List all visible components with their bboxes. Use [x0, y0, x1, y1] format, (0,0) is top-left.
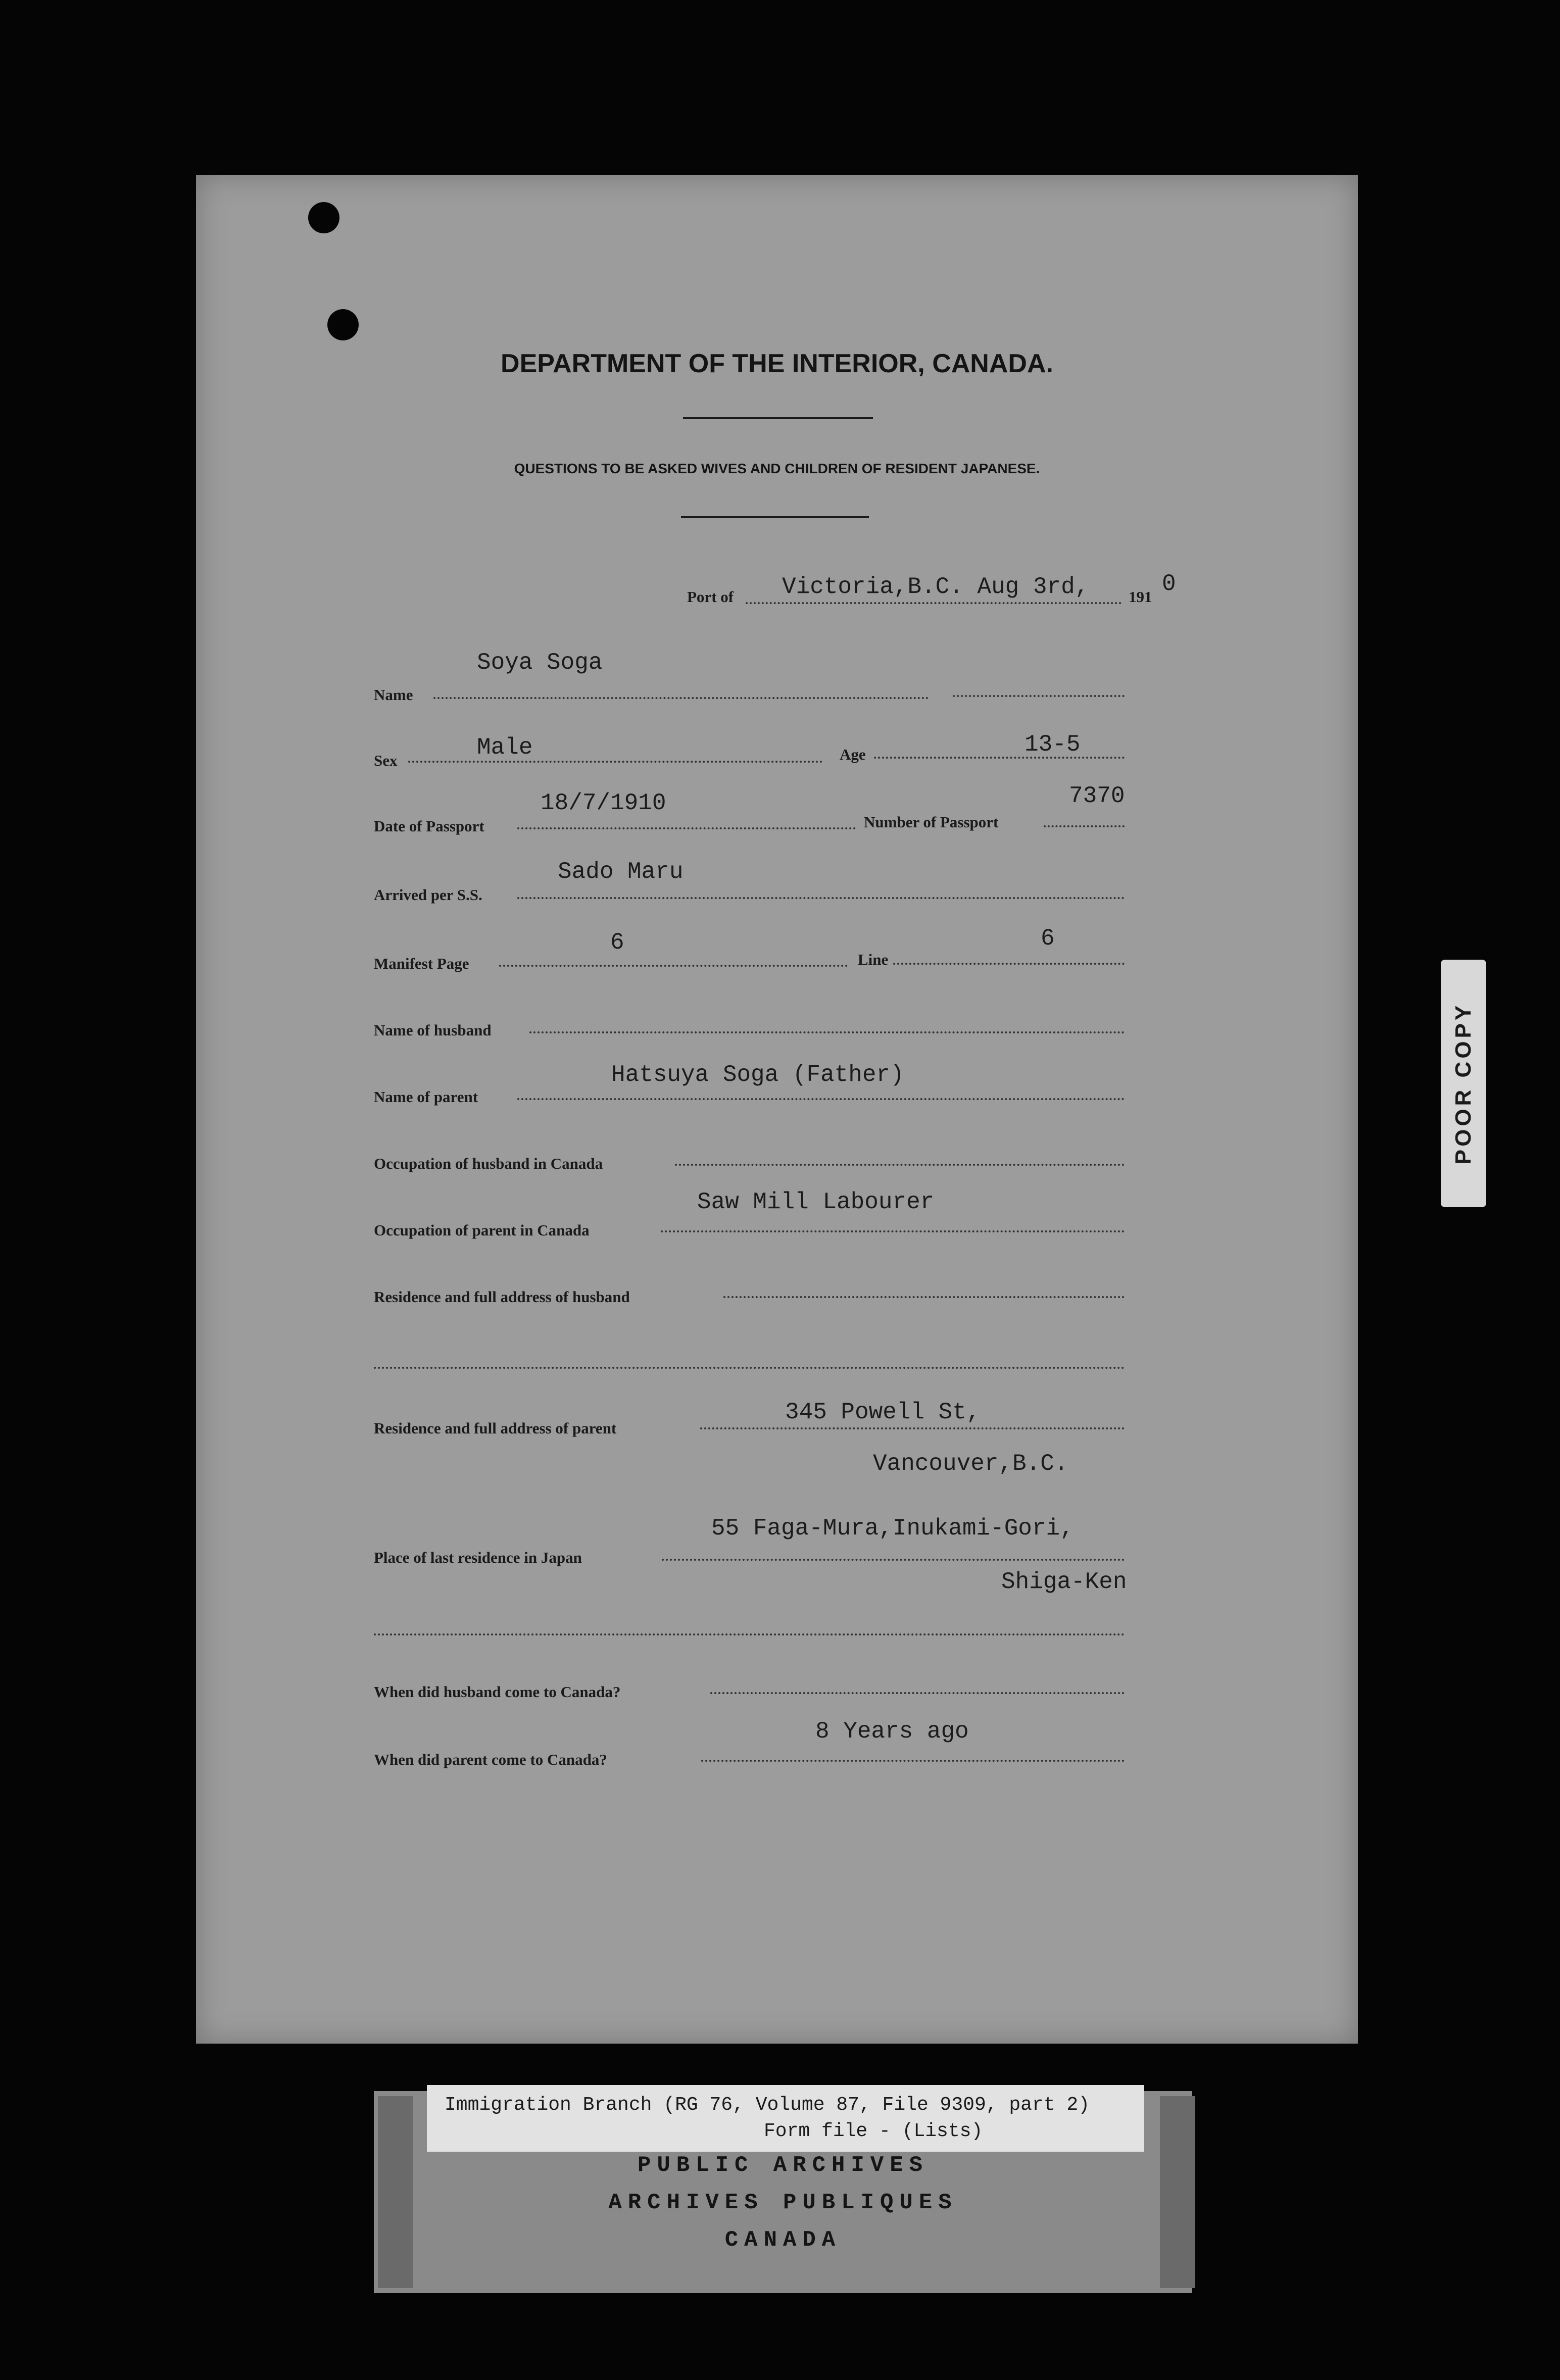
- passport-number-line: [1044, 825, 1125, 827]
- husband-residence-line-2: [374, 1367, 1125, 1369]
- husband-name-line: [529, 1031, 1125, 1033]
- archive-label-line-1: Immigration Branch (RG 76, Volume 87, File 9309, part 2): [445, 2094, 1090, 2116]
- archive-label-line-2: Form file - (Lists): [764, 2120, 983, 2142]
- archive-line-publiques: ARCHIVES PUBLIQUES: [608, 2190, 958, 2215]
- husband-residence-line: [723, 1296, 1125, 1298]
- husband-came-line: [710, 1692, 1125, 1694]
- last-residence-line-2: [374, 1633, 1125, 1635]
- poor-copy-stamp: [1441, 960, 1486, 1207]
- passport-date-value: 18/7/1910: [541, 790, 666, 816]
- manifest-line: [499, 965, 848, 967]
- husband-occupation-label: Occupation of husband in Canada: [374, 1155, 603, 1172]
- line-value: 6: [1041, 925, 1055, 952]
- port-value: Victoria,B.C. Aug 3rd,: [782, 574, 1089, 600]
- parent-residence-value-1: 345 Powell St,: [785, 1399, 981, 1425]
- parent-residence-line: [700, 1427, 1125, 1429]
- passport-date-label: Date of Passport: [374, 817, 484, 835]
- manifest-label: Manifest Page: [374, 955, 469, 972]
- parent-came-label: When did parent come to Canada?: [374, 1751, 607, 1768]
- last-residence-line: [662, 1559, 1125, 1561]
- year-value: 0: [1162, 571, 1176, 597]
- sex-value: Male: [477, 734, 533, 761]
- parent-name-line: [517, 1098, 1125, 1100]
- last-residence-label: Place of last residence in Japan: [374, 1549, 582, 1566]
- husband-name-label: Name of husband: [374, 1021, 492, 1039]
- manifest-value: 6: [610, 929, 624, 956]
- archive-line-canada: CANADA: [724, 2227, 842, 2253]
- age-label: Age: [840, 746, 866, 763]
- parent-residence-label: Residence and full address of parent: [374, 1419, 617, 1437]
- punch-hole: [327, 309, 359, 340]
- name-value: Soya Soga: [477, 650, 603, 676]
- parent-occupation-value: Saw Mill Labourer: [697, 1189, 935, 1215]
- age-line: [874, 757, 1125, 759]
- parent-residence-value-2: Vancouver,B.C.: [873, 1451, 1068, 1477]
- parent-name-value: Hatsuya Soga (Father): [611, 1062, 904, 1088]
- archive-line-public: PUBLIC ARCHIVES: [637, 2153, 929, 2178]
- passport-number-value: 7370: [1069, 783, 1125, 809]
- arrived-line: [517, 897, 1125, 899]
- last-residence-value-2: Shiga-Ken: [1001, 1569, 1127, 1595]
- parent-came-value: 8 Years ago: [815, 1718, 969, 1745]
- port-line: [746, 602, 1122, 604]
- arrived-label: Arrived per S.S.: [374, 886, 482, 904]
- parent-occupation-line: [661, 1230, 1125, 1232]
- parent-name-label: Name of parent: [374, 1088, 478, 1106]
- line-label: Line: [858, 951, 889, 968]
- line-line: [893, 963, 1125, 965]
- parent-came-line: [701, 1760, 1125, 1762]
- divider: [683, 417, 873, 419]
- port-label: Port of: [687, 588, 734, 606]
- department-title: DEPARTMENT OF THE INTERIOR, CANADA.: [501, 349, 1053, 378]
- punch-hole: [308, 202, 339, 233]
- parent-occupation-label: Occupation of parent in Canada: [374, 1221, 590, 1239]
- passport-date-line: [517, 827, 856, 829]
- name-line: [433, 697, 929, 699]
- sex-line: [408, 761, 822, 763]
- poor-copy-text: POOR COPY: [1451, 1002, 1476, 1165]
- name-line-extra: [953, 695, 1125, 697]
- age-value: 13-5: [1025, 731, 1081, 758]
- year-label: 191: [1129, 588, 1152, 606]
- divider: [681, 516, 869, 518]
- last-residence-value-1: 55 Faga-Mura,Inukami-Gori,: [711, 1515, 1074, 1542]
- husband-occupation-line: [675, 1164, 1125, 1166]
- passport-number-label: Number of Passport: [864, 813, 999, 831]
- name-label: Name: [374, 686, 413, 704]
- husband-came-label: When did husband come to Canada?: [374, 1683, 621, 1701]
- sex-label: Sex: [374, 752, 398, 769]
- husband-residence-label: Residence and full address of husband: [374, 1288, 630, 1306]
- form-subtitle: QUESTIONS TO BE ASKED WIVES AND CHILDREN OF RESIDENT JAPANESE.: [514, 461, 1040, 476]
- form-sheet: [196, 175, 1358, 2044]
- arrived-value: Sado Maru: [558, 859, 684, 885]
